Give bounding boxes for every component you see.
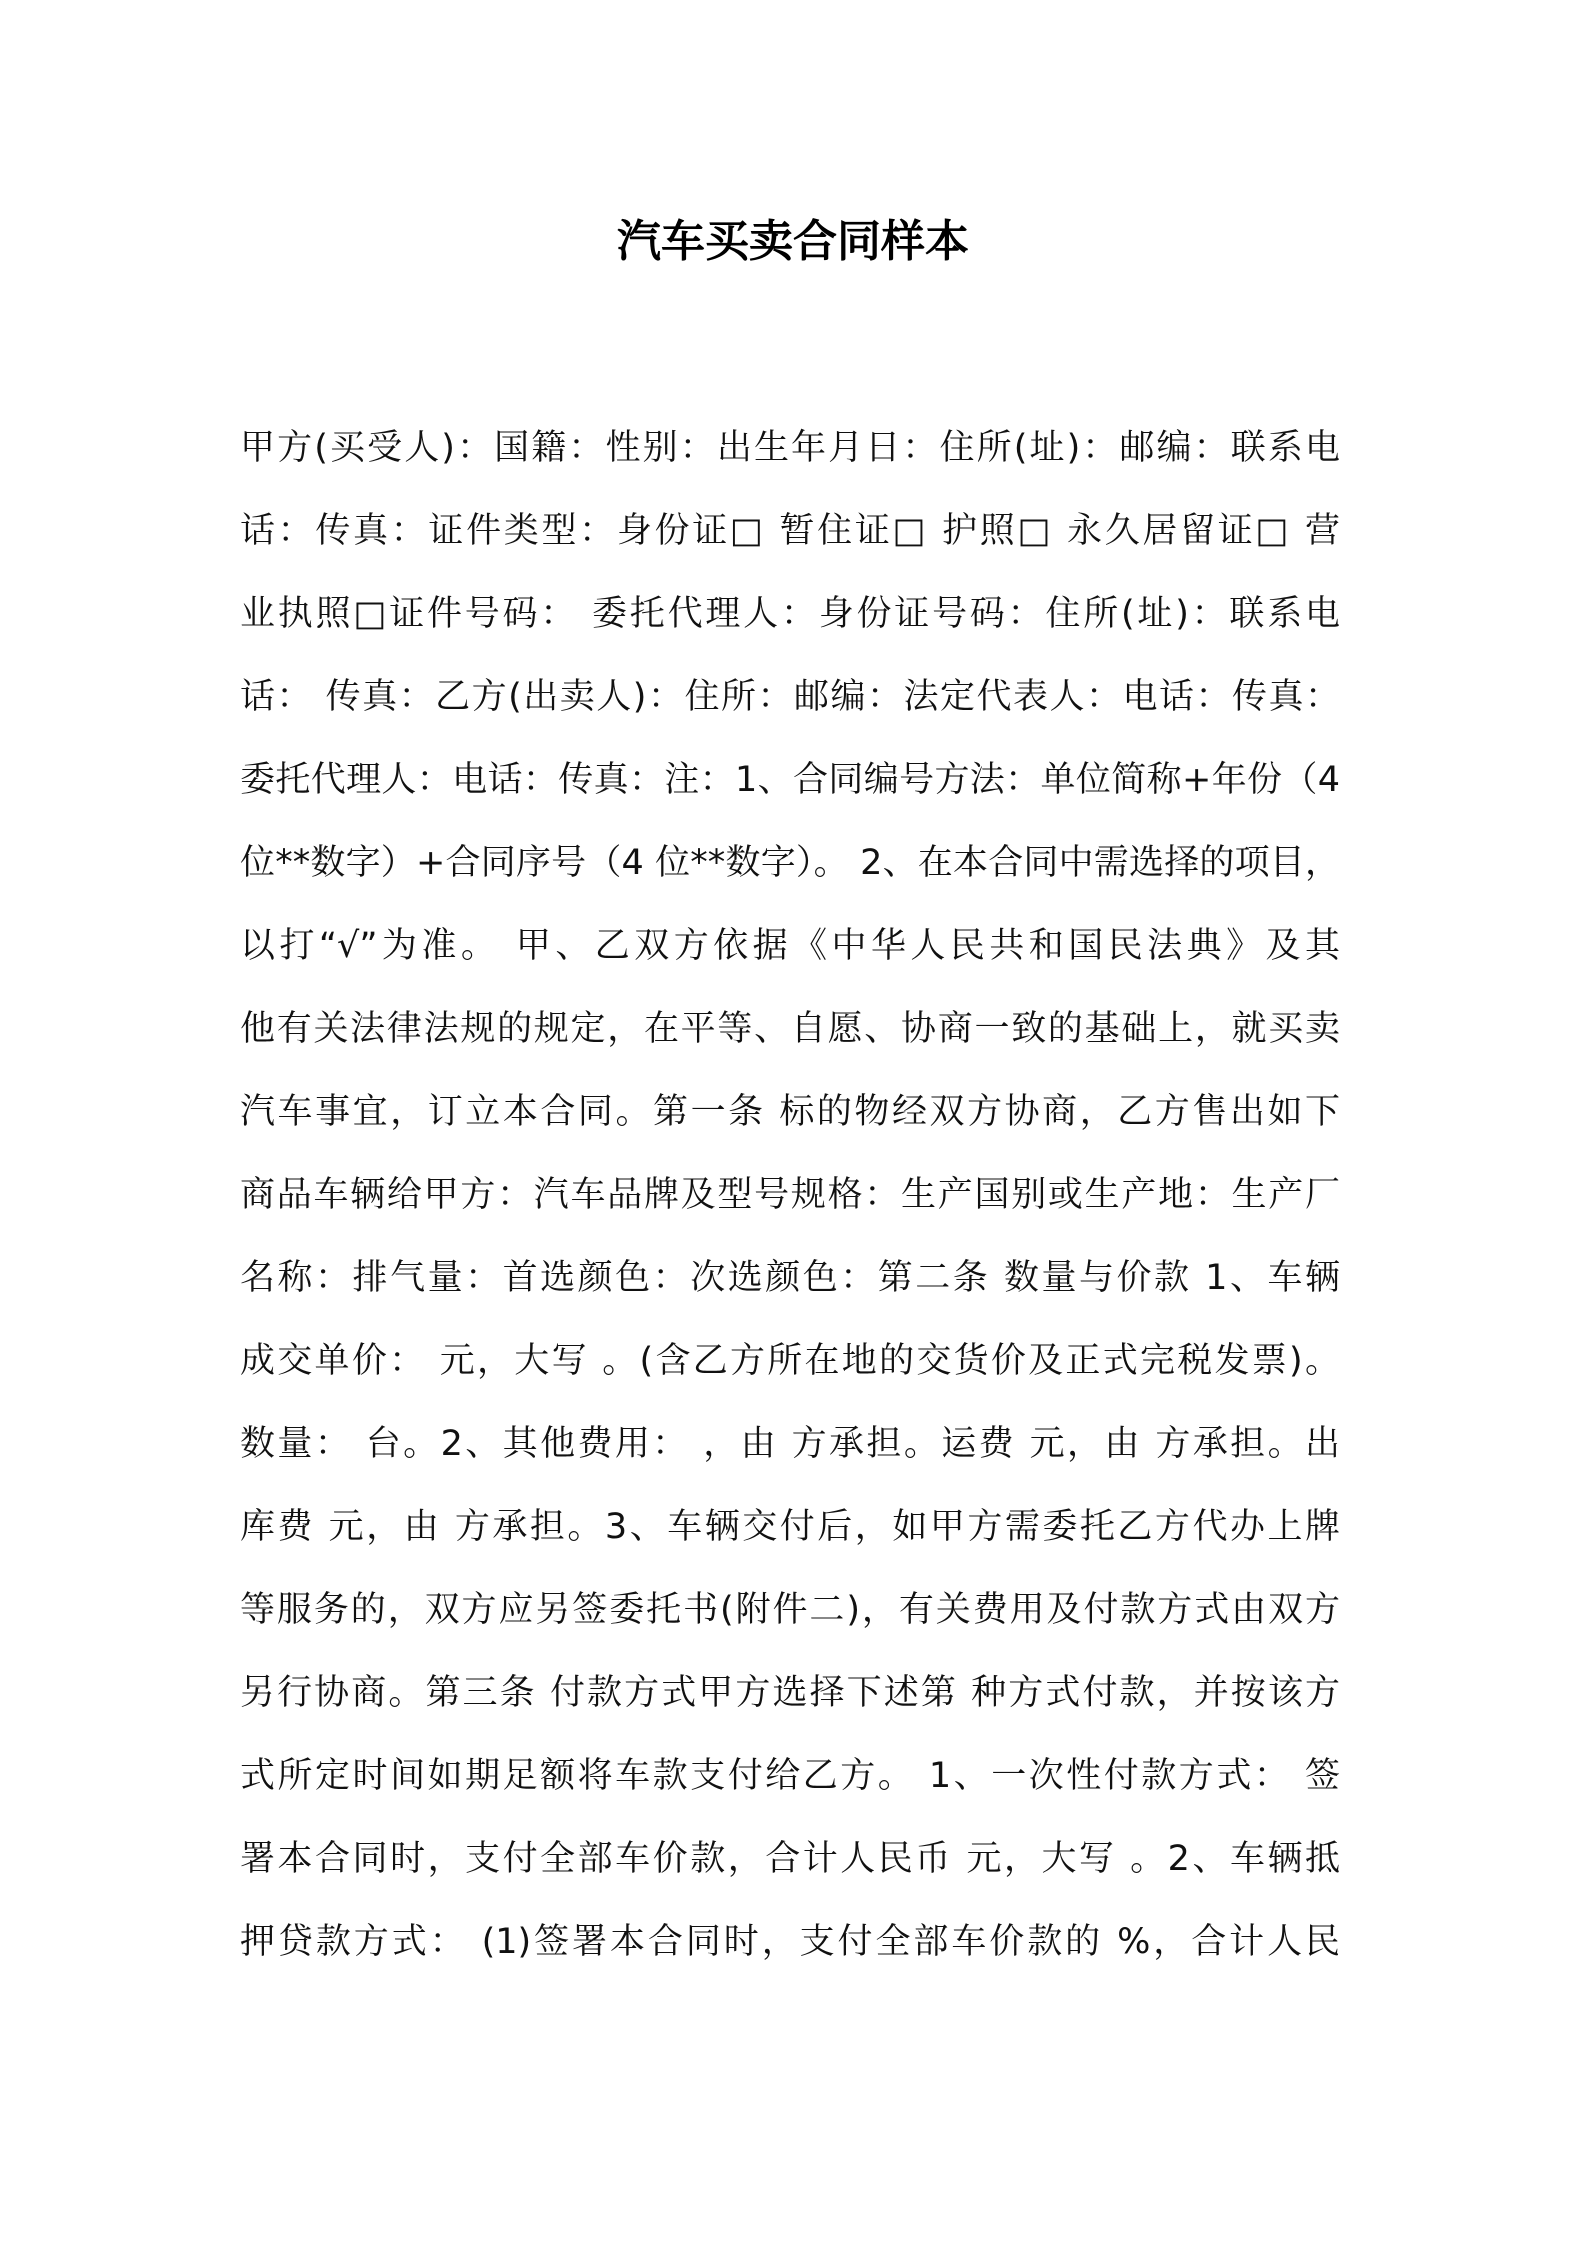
body-line: 汽车事宜，订立本合同。第一条 标的物经双方协商，乙方售出如下	[240, 1092, 1340, 1132]
body-line: 委托代理人：电话：传真：注：1、合同编号方法：单位简称+年份（4	[240, 760, 1340, 800]
body-line: 式所定时间如期足额将车款支付给乙方。 1、一次性付款方式： 签	[240, 1756, 1340, 1796]
body-line: 成交单价： 元，大写 。(含乙方所在地的交货价及正式完税发票)。	[240, 1341, 1340, 1381]
body-line: 位**数字）+合同序号（4 位**数字）。 2、在本合同中需选择的项目，	[240, 843, 1340, 883]
body-line: 以打“√”为准。 甲、乙双方依据《中华人民共和国民法典》及其	[240, 926, 1340, 966]
body-line: 话： 传真：乙方(出卖人)：住所：邮编：法定代表人：电话：传真：	[240, 677, 1340, 717]
body-line: 署本合同时，支付全部车价款，合计人民币 元，大写 。2、车辆抵	[240, 1839, 1340, 1879]
body-line: 另行协商。第三条 付款方式甲方选择下述第 种方式付款，并按该方	[240, 1673, 1340, 1713]
body-line: 库费 元，由 方承担。3、车辆交付后，如甲方需委托乙方代办上牌	[240, 1507, 1340, 1547]
contract-body	[240, 407, 1340, 1984]
body-line: 等服务的，双方应另签委托书(附件二)，有关费用及付款方式由双方	[240, 1590, 1340, 1630]
body-line: 商品车辆给甲方：汽车品牌及型号规格：生产国别或生产地：生产厂	[240, 1175, 1340, 1215]
body-line: 业执照□证件号码： 委托代理人：身份证号码：住所(址)：联系电	[240, 594, 1340, 634]
body-line: 话：传真：证件类型：身份证□ 暂住证□ 护照□ 永久居留证□ 营	[240, 511, 1340, 551]
body-line: 甲方(买受人)：国籍：性别：出生年月日：住所(址)：邮编：联系电	[240, 428, 1340, 468]
body-line: 名称：排气量：首选颜色：次选颜色：第二条 数量与价款 1、车辆	[240, 1258, 1340, 1298]
document-title: 汽车买卖合同样本	[617, 216, 969, 267]
body-line: 押贷款方式： (1)签署本合同时，支付全部车价款的 %，合计人民	[240, 1922, 1340, 1962]
body-line: 他有关法律法规的规定，在平等、自愿、协商一致的基础上，就买卖	[240, 1009, 1340, 1049]
body-line: 数量： 台。2、其他费用： ，由 方承担。运费 元，由 方承担。出	[240, 1424, 1340, 1464]
